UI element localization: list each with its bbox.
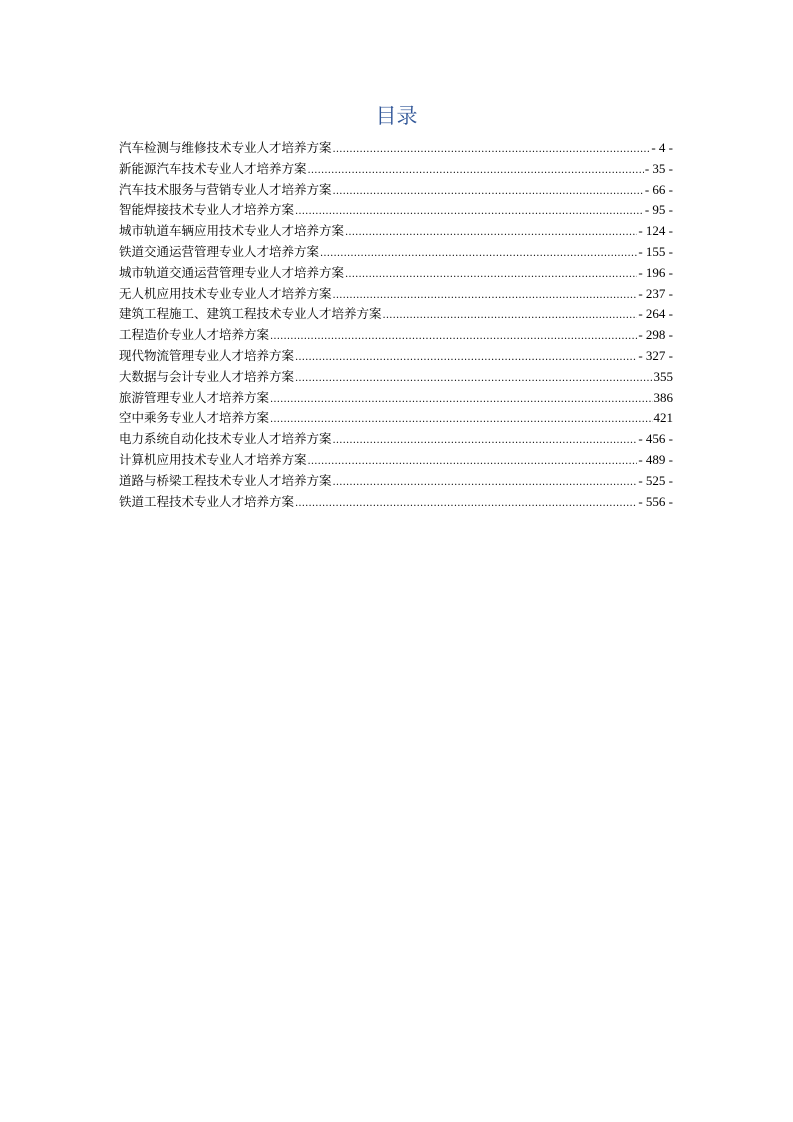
toc-leader <box>383 306 638 327</box>
toc-leader <box>333 182 644 203</box>
toc-entry-title: 铁道工程技术专业人才培养方案 <box>119 493 295 509</box>
toc-entry-title: 城市轨道车辆应用技术专业人才培养方案 <box>119 223 345 239</box>
toc-leader <box>295 494 637 515</box>
toc-page-number: - 95 - <box>644 202 673 218</box>
toc-leader <box>270 390 652 411</box>
toc-entry-title: 无人机应用技术专业专业人才培养方案 <box>119 285 332 301</box>
toc-leader <box>345 265 637 286</box>
toc-page-number: - 489 - <box>638 451 673 467</box>
toc-page-number: - 556 - <box>638 493 673 509</box>
toc-page-number: - 298 - <box>638 327 673 343</box>
toc-entry[interactable] <box>119 180 673 201</box>
toc-page-number: - 264 - <box>638 306 673 322</box>
toc-page-number: 386 <box>653 389 673 405</box>
toc-entry-title: 智能焊接技术专业人才培养方案 <box>119 202 295 218</box>
toc-leader <box>320 244 637 265</box>
toc-page-number: - 525 - <box>638 472 673 488</box>
toc-leader <box>270 327 637 348</box>
toc-entry[interactable] <box>119 408 673 429</box>
toc-entry[interactable] <box>119 200 673 221</box>
toc-leader <box>270 410 652 431</box>
toc-entry[interactable] <box>119 492 673 513</box>
toc-entry[interactable] <box>119 304 673 325</box>
toc-entry-title: 工程造价专业人才培养方案 <box>119 327 270 343</box>
toc-page-number: - 456 - <box>638 431 673 447</box>
toc-entry-title: 新能源汽车技术专业人才培养方案 <box>119 160 307 176</box>
toc-page-number: - 66 - <box>644 181 673 197</box>
toc-entry[interactable] <box>119 471 673 492</box>
toc-page-number: - 35 - <box>644 160 673 176</box>
toc-entry-title: 建筑工程施工、建筑工程技术专业人才培养方案 <box>119 306 382 322</box>
toc-entry[interactable] <box>119 325 673 346</box>
toc-page-number: - 124 - <box>638 223 673 239</box>
toc-entry[interactable] <box>119 138 673 159</box>
toc-leader <box>333 286 638 307</box>
toc-entry-title: 铁道交通运营管理专业人才培养方案 <box>119 243 320 259</box>
toc-entry[interactable] <box>119 263 673 284</box>
toc-entry[interactable] <box>119 159 673 180</box>
toc-leader <box>308 161 644 182</box>
toc-leader <box>295 369 652 390</box>
toc-page-number: - 155 - <box>638 243 673 259</box>
toc-page-number: - 327 - <box>638 347 673 363</box>
toc-entry[interactable] <box>119 388 673 409</box>
toc-entry-title: 旅游管理专业人才培养方案 <box>119 389 270 405</box>
toc-entry[interactable] <box>119 221 673 242</box>
toc-entry[interactable] <box>119 284 673 305</box>
toc-entry[interactable] <box>119 450 673 471</box>
toc-leader <box>333 431 638 452</box>
toc-entry[interactable] <box>119 242 673 263</box>
toc-leader <box>345 223 637 244</box>
toc-leader <box>333 473 638 494</box>
toc-page-number: - 4 - <box>651 140 673 155</box>
toc-page-number: 355 <box>653 368 673 384</box>
toc-entry-title: 电力系统自动化技术专业人才培养方案 <box>119 431 332 447</box>
toc-leader <box>295 348 637 369</box>
toc-entry[interactable] <box>119 429 673 450</box>
toc-entry-title: 计算机应用技术专业人才培养方案 <box>119 451 307 467</box>
toc-entry[interactable] <box>119 346 673 367</box>
toc-entry-title: 空中乘务专业人才培养方案 <box>119 410 270 426</box>
toc-entry-title: 汽车检测与维修技术专业人才培养方案 <box>119 140 332 155</box>
toc-page-number: - 237 - <box>638 285 673 301</box>
toc-leader <box>333 140 651 161</box>
toc-page-number: 421 <box>653 410 673 426</box>
toc-leader <box>295 202 644 223</box>
toc-entry-title: 城市轨道交通运营管理专业人才培养方案 <box>119 264 345 280</box>
toc-page-number: - 196 - <box>638 264 673 280</box>
toc-entry-title: 大数据与会计专业人才培养方案 <box>119 368 295 384</box>
toc-entry[interactable] <box>119 367 673 388</box>
toc-entry-title: 道路与桥梁工程技术专业人才培养方案 <box>119 472 332 488</box>
toc-leader <box>308 452 638 473</box>
toc-list <box>119 138 673 512</box>
toc-entry-title: 现代物流管理专业人才培养方案 <box>119 347 295 363</box>
toc-entry-title: 汽车技术服务与营销专业人才培养方案 <box>119 181 332 197</box>
toc-title: 目录 <box>375 104 418 128</box>
